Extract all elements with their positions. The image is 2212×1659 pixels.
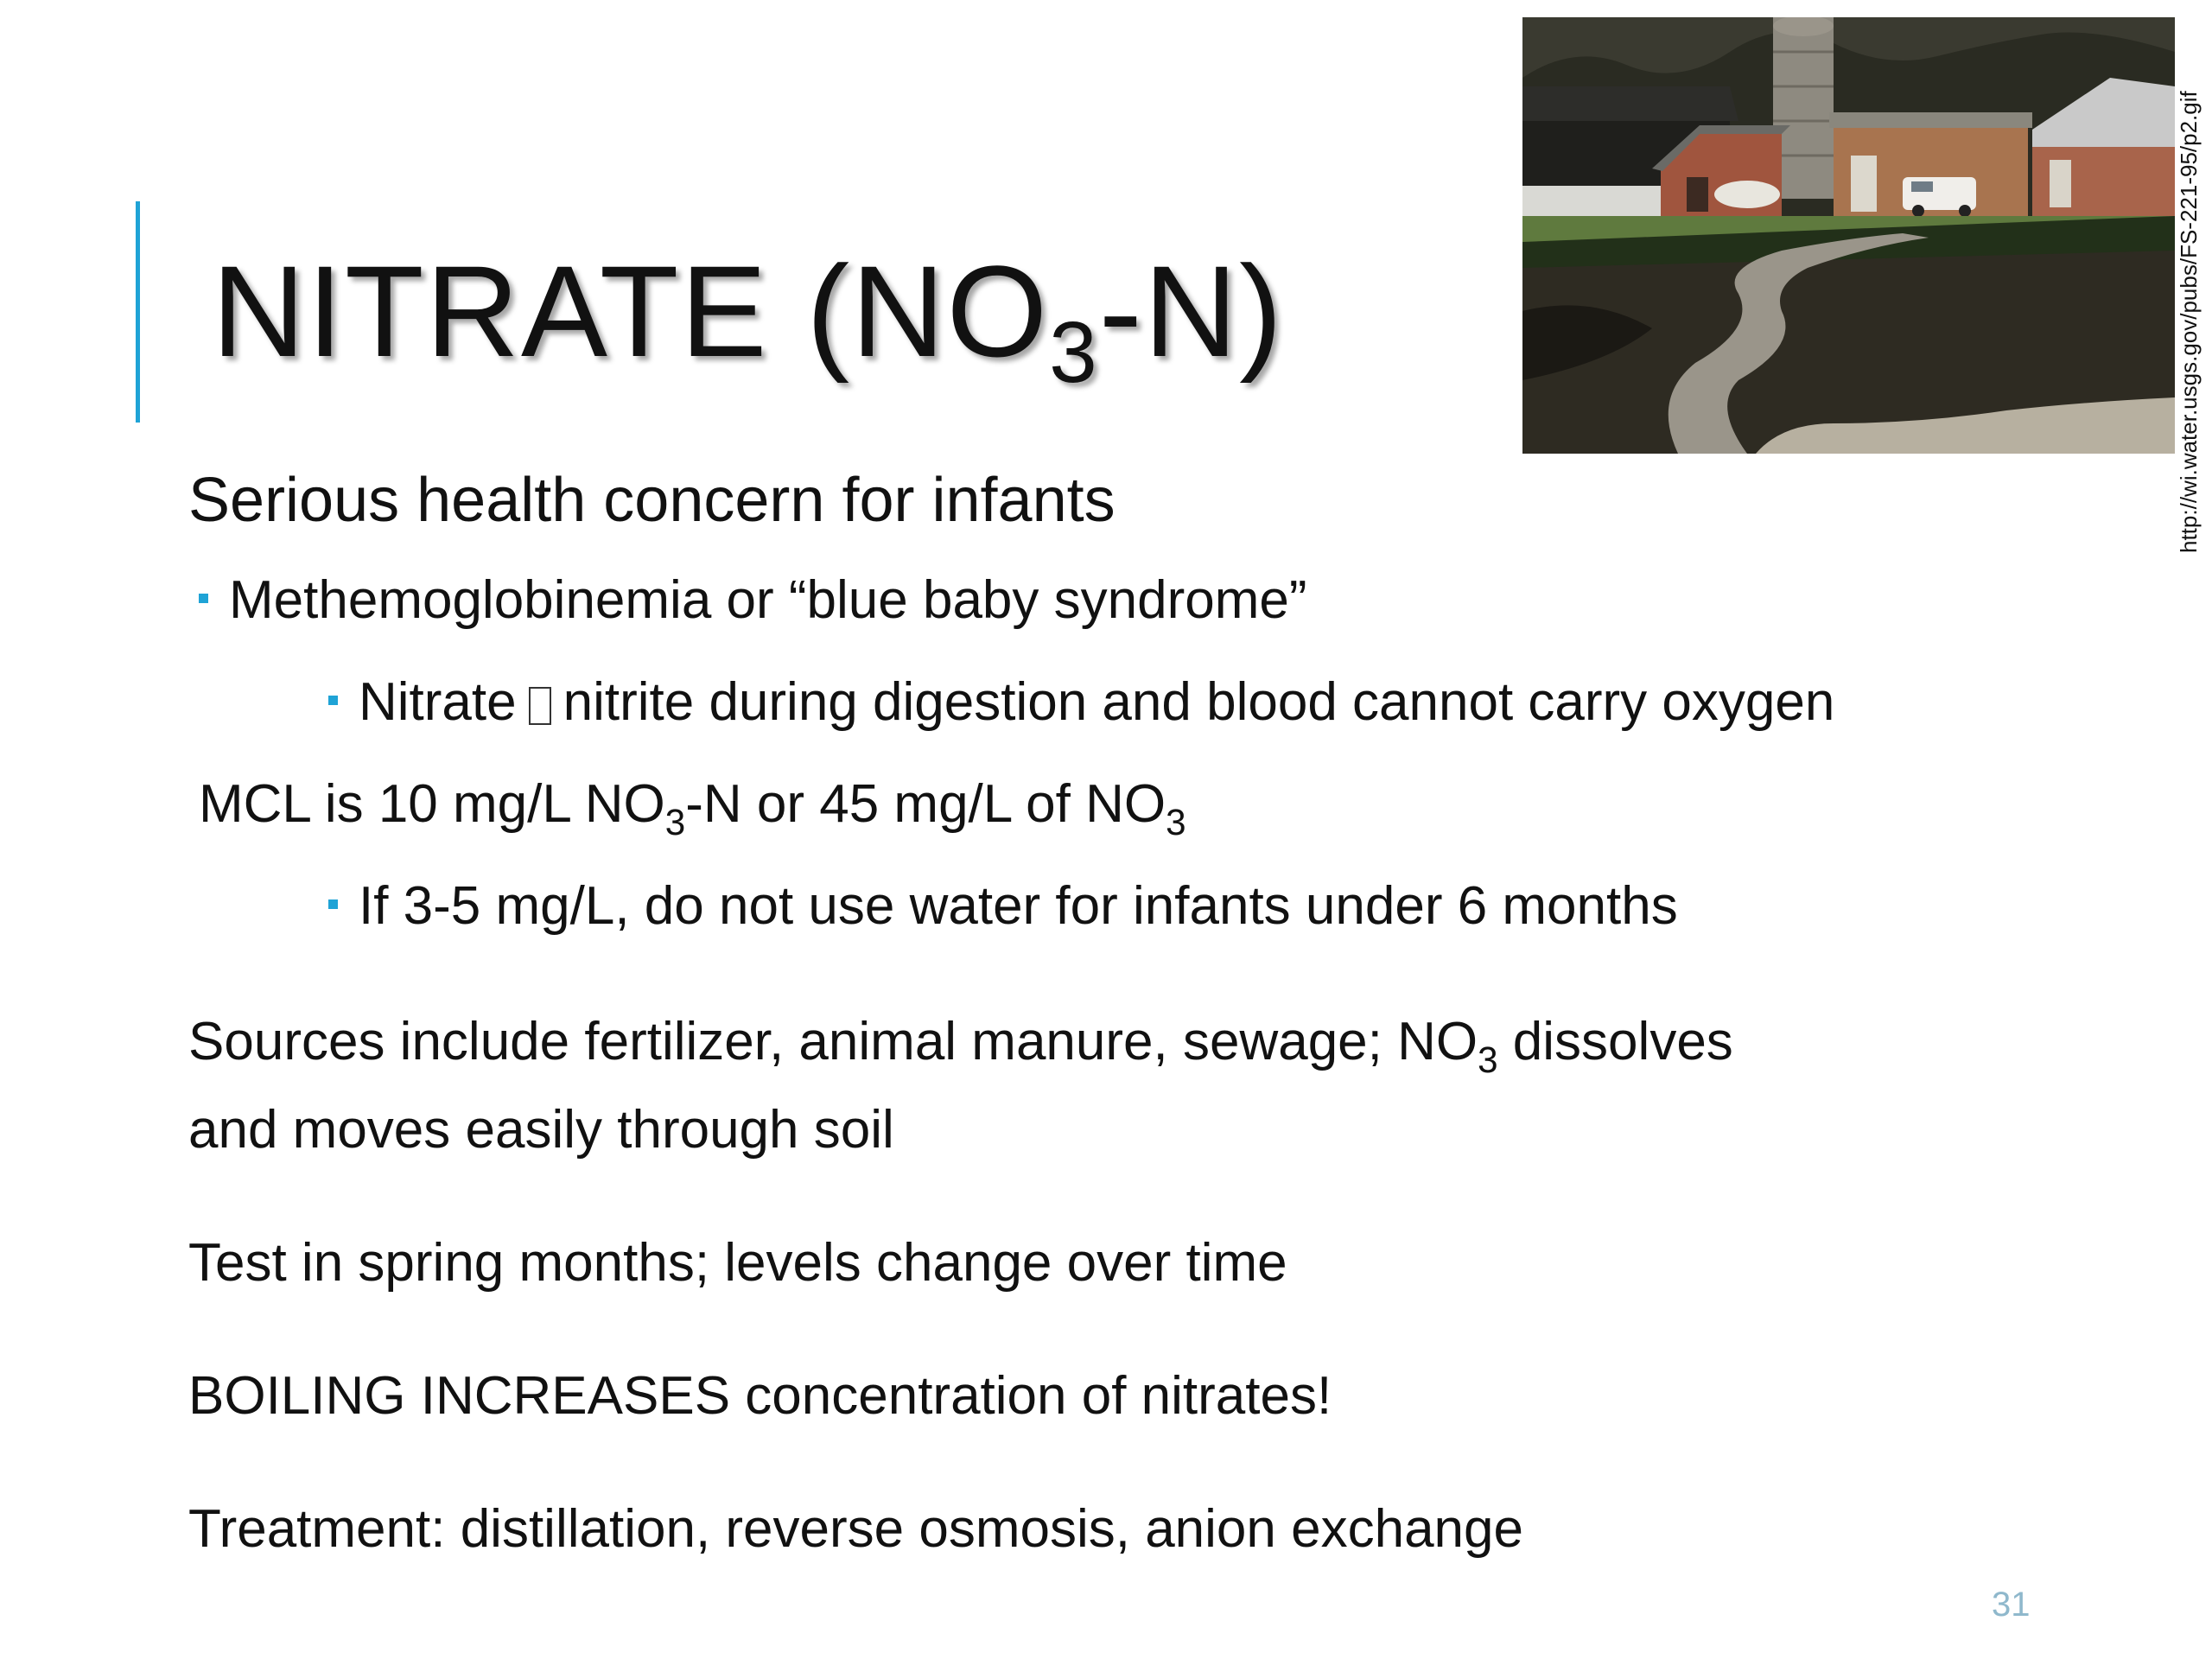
sources-subscript: 3 <box>1478 1039 1498 1080</box>
sources-line-2: and moves easily through soil <box>188 1100 894 1160</box>
farm-photo <box>1522 17 2175 454</box>
health-heading: Serious health concern for infants <box>188 466 1116 535</box>
bullet-infants <box>328 875 1678 937</box>
bullet-nitrate-digestion <box>328 671 1834 733</box>
boiling-line: BOILING INCREASES concentration of nitrates! <box>188 1366 1332 1426</box>
bullet-infants-text: If 3-5 mg/L, do not use water for infants under 6 months <box>359 876 1678 936</box>
bullet-methemoglobinemia <box>199 569 1307 631</box>
sources-line-1 <box>188 1011 1733 1080</box>
mcl-subscript-1: 3 <box>664 801 686 842</box>
accent-bar <box>136 201 140 423</box>
title-subscript: 3 <box>1049 304 1099 401</box>
slide-title <box>212 238 1285 401</box>
treatment-line: Treatment: distillation, reverse osmosis, anion exchange <box>188 1499 1524 1559</box>
bullet-nitrate-text-start: Nitrate <box>359 672 517 732</box>
bullet-marker <box>328 899 338 909</box>
bullet-marker <box>199 594 208 603</box>
test-line: Test in spring months; levels change over time <box>188 1233 1287 1293</box>
sources-text-2: dissolves <box>1497 1012 1733 1071</box>
sources-text-1: Sources include fertilizer, animal manure, sewage; NO <box>188 1012 1478 1071</box>
bullet-nitrate-text-end: nitrite during digestion and blood cannot carry oxygen <box>563 672 1835 732</box>
missing-arrow-glyph-icon <box>529 687 551 725</box>
title-prefix: NITRATE (NO <box>212 238 1050 384</box>
bullet-methemoglobinemia-text: Methemoglobinemia or “blue baby syndrome” <box>229 570 1307 630</box>
title-suffix: -N) <box>1098 238 1285 384</box>
mcl-text-2: -N or 45 mg/L of NO <box>685 774 1166 834</box>
mcl-text-1: MCL is 10 mg/L NO <box>199 774 665 834</box>
farm-photo-illustration <box>1522 17 2175 454</box>
bullet-marker <box>328 696 338 705</box>
page-number: 31 <box>1992 1586 2031 1624</box>
mcl-subscript-2: 3 <box>1166 801 1186 842</box>
mcl-line <box>199 773 1186 842</box>
image-credit-url: http://wi.water.usgs.gov/pubs/FS-221-95/p2.gif <box>2176 91 2202 553</box>
